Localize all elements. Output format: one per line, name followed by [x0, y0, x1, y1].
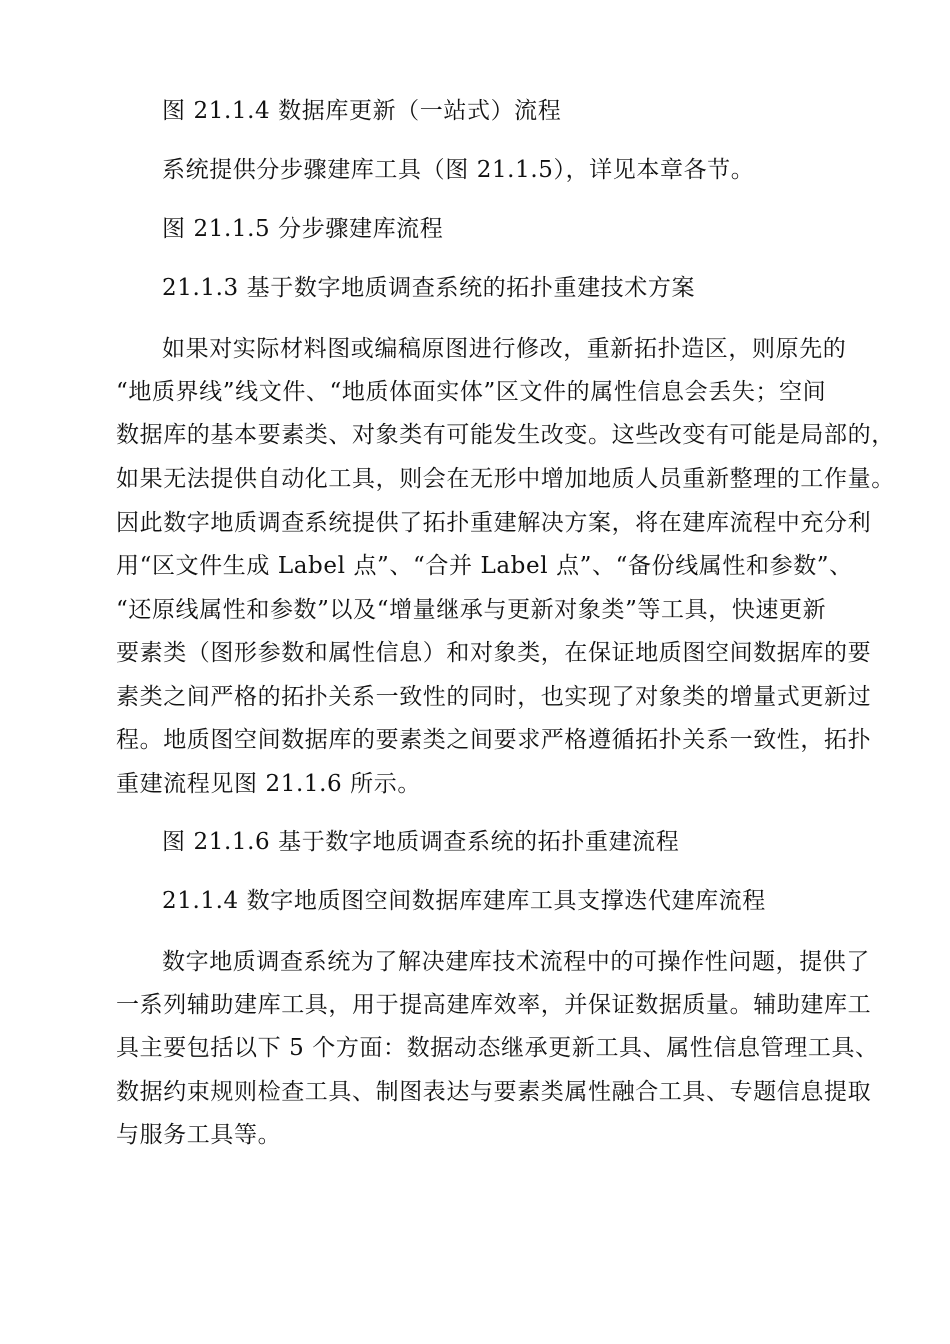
paragraph-line: 程。地质图空间数据库的要素类之间要求严格遵循拓扑关系一致性，拓扑	[116, 727, 872, 753]
paragraph-line: 一系列辅助建库工具，用于提高建库效率，并保证数据质量。辅助建库工	[116, 992, 872, 1018]
figure-caption-21-1-6: 图 21.1.6 基于数字地质调查系统的拓扑重建流程	[162, 829, 680, 855]
paragraph-line: 具主要包括以下 5 个方面：数据动态继承更新工具、属性信息管理工具、	[116, 1035, 879, 1061]
paragraph-line: “地质界线”线文件、“地质体面实体”区文件的属性信息会丢失；空间	[116, 379, 827, 405]
paragraph-line: 与服务工具等。	[116, 1122, 282, 1148]
paragraph-line: 如果对实际材料图或编稿原图进行修改，重新拓扑造区，则原先的	[162, 336, 847, 362]
paragraph-line: 因此数字地质调查系统提供了拓扑重建解决方案，将在建库流程中充分利	[116, 510, 872, 536]
figure-caption-21-1-4: 图 21.1.4 数据库更新（一站式）流程	[162, 98, 562, 124]
section-heading-21-1-4: 21.1.4 数字地质图空间数据库建库工具支撑迭代建库流程	[162, 888, 766, 914]
paragraph-line: 用“区文件生成 Label 点”、“合并 Label 点”、“备份线属性和参数”、	[116, 553, 853, 579]
paragraph-line: 重建流程见图 21.1.6 所示。	[116, 771, 421, 797]
section-heading-21-1-3: 21.1.3 基于数字地质调查系统的拓扑重建技术方案	[162, 275, 696, 301]
paragraph-line: 系统提供分步骤建库工具（图 21.1.5），详见本章各节。	[162, 157, 755, 183]
paragraph-line: 数据约束规则检查工具、制图表达与要素类属性融合工具、专题信息提取	[116, 1079, 872, 1105]
paragraph-line: 数据库的基本要素类、对象类有可能发生改变。这些改变有可能是局部的，	[116, 422, 895, 448]
paragraph-line: 素类之间严格的拓扑关系一致性的同时，也实现了对象类的增量式更新过	[116, 684, 872, 710]
figure-caption-21-1-5: 图 21.1.5 分步骤建库流程	[162, 216, 444, 242]
paragraph-line: 数字地质调查系统为了解决建库技术流程中的可操作性问题，提供了	[162, 949, 870, 975]
paragraph-line: 要素类（图形参数和属性信息）和对象类，在保证地质图空间数据库的要	[116, 640, 872, 666]
paragraph-line: 如果无法提供自动化工具，则会在无形中增加地质人员重新整理的工作量。	[116, 466, 895, 492]
paragraph-line: “还原线属性和参数”以及“增量继承与更新对象类”等工具，快速更新	[116, 597, 827, 623]
